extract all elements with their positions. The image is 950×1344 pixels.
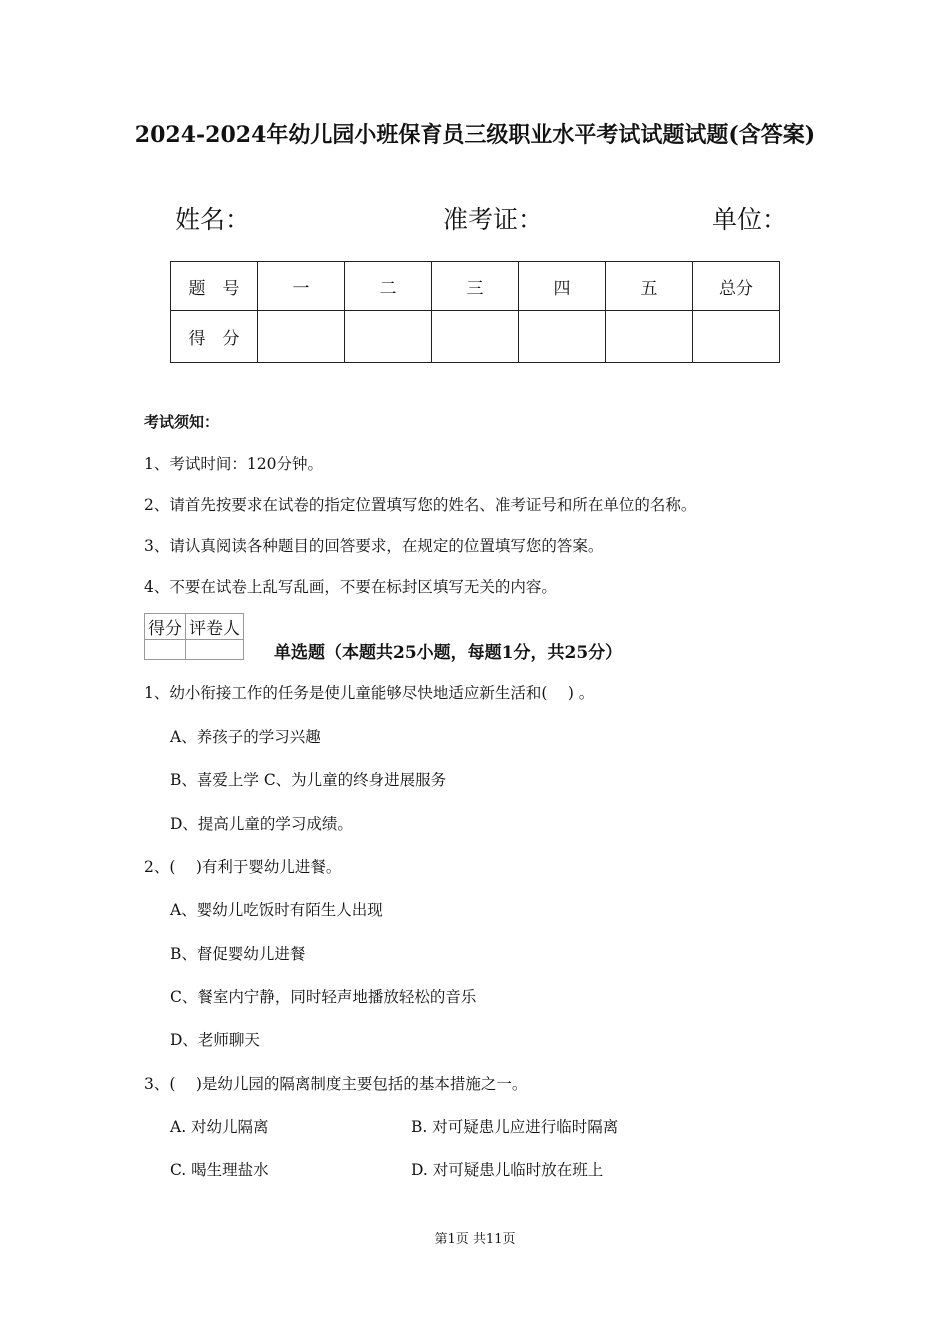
- score-cell[interactable]: [519, 311, 606, 363]
- question-option: C. 喝生理盐水: [170, 1161, 269, 1179]
- score-cell[interactable]: [693, 311, 780, 363]
- question-option: D、老师聊天: [170, 1031, 260, 1049]
- question-option: B. 对可疑患儿应进行临时隔离: [411, 1118, 619, 1136]
- question-option: B、喜爱上学 C、为儿童的终身进展服务: [170, 771, 447, 789]
- score-row-label: 得 分: [171, 311, 258, 363]
- notice-item: 4、不要在试卷上乱写乱画，不要在标封区填写无关的内容。: [144, 578, 557, 596]
- score-table: [170, 261, 780, 363]
- notice-heading: 考试须知：: [144, 413, 220, 431]
- score-header-total: 总分: [693, 262, 780, 311]
- score-cell[interactable]: [258, 311, 345, 363]
- score-header-label: 题 号: [171, 262, 258, 311]
- question-option: A、婴幼儿吃饭时有陌生人出现: [170, 901, 383, 919]
- grader-box: [144, 613, 244, 660]
- exam-id-label: 准考证：: [443, 205, 544, 234]
- question-option: A. 对幼儿隔离: [170, 1118, 269, 1136]
- notice-item: 3、请认真阅读各种题目的回答要求，在规定的位置填写您的答案。: [144, 537, 604, 555]
- grader-name-label: 评卷人: [186, 614, 244, 640]
- score-header-1: 一: [258, 262, 345, 311]
- question-option: C、餐室内宁静，同时轻声地播放轻松的音乐: [170, 988, 477, 1006]
- question-stem: 3、( )是幼儿园的隔离制度主要包括的基本措施之一。: [144, 1075, 528, 1093]
- name-label: 姓名：: [175, 205, 251, 234]
- page-footer: 第1页 共11页: [434, 1232, 516, 1247]
- question-stem: 2、( )有利于婴幼儿进餐。: [144, 858, 342, 876]
- grader-score-cell[interactable]: [145, 640, 186, 660]
- notice-item: 1、考试时间：120分钟。: [144, 455, 323, 473]
- question-option: B、督促婴幼儿进餐: [170, 945, 306, 963]
- unit-label: 单位：: [712, 205, 788, 234]
- score-cell[interactable]: [606, 311, 693, 363]
- score-header-5: 五: [606, 262, 693, 311]
- question-option: D、提高儿童的学习成绩。: [170, 815, 353, 833]
- score-header-4: 四: [519, 262, 606, 311]
- question-stem: 1、幼小衔接工作的任务是使儿童能够尽快地适应新生活和( ) 。: [144, 684, 595, 702]
- score-cell[interactable]: [345, 311, 432, 363]
- notice-item: 2、请首先按要求在试卷的指定位置填写您的姓名、准考证号和所在单位的名称。: [144, 496, 697, 514]
- score-cell[interactable]: [432, 311, 519, 363]
- score-header-3: 三: [432, 262, 519, 311]
- page-title: 2024-2024年幼儿园小班保育员三级职业水平考试试题试题(含答案): [134, 122, 816, 148]
- grader-score-label: 得分: [145, 614, 186, 640]
- question-option: A、养孩子的学习兴趣: [170, 728, 321, 746]
- score-header-2: 二: [345, 262, 432, 311]
- grader-name-cell[interactable]: [186, 640, 244, 660]
- question-option: D. 对可疑患儿临时放在班上: [411, 1161, 604, 1179]
- section-heading: 单选题（本题共25小题，每题1分，共25分）: [274, 643, 623, 663]
